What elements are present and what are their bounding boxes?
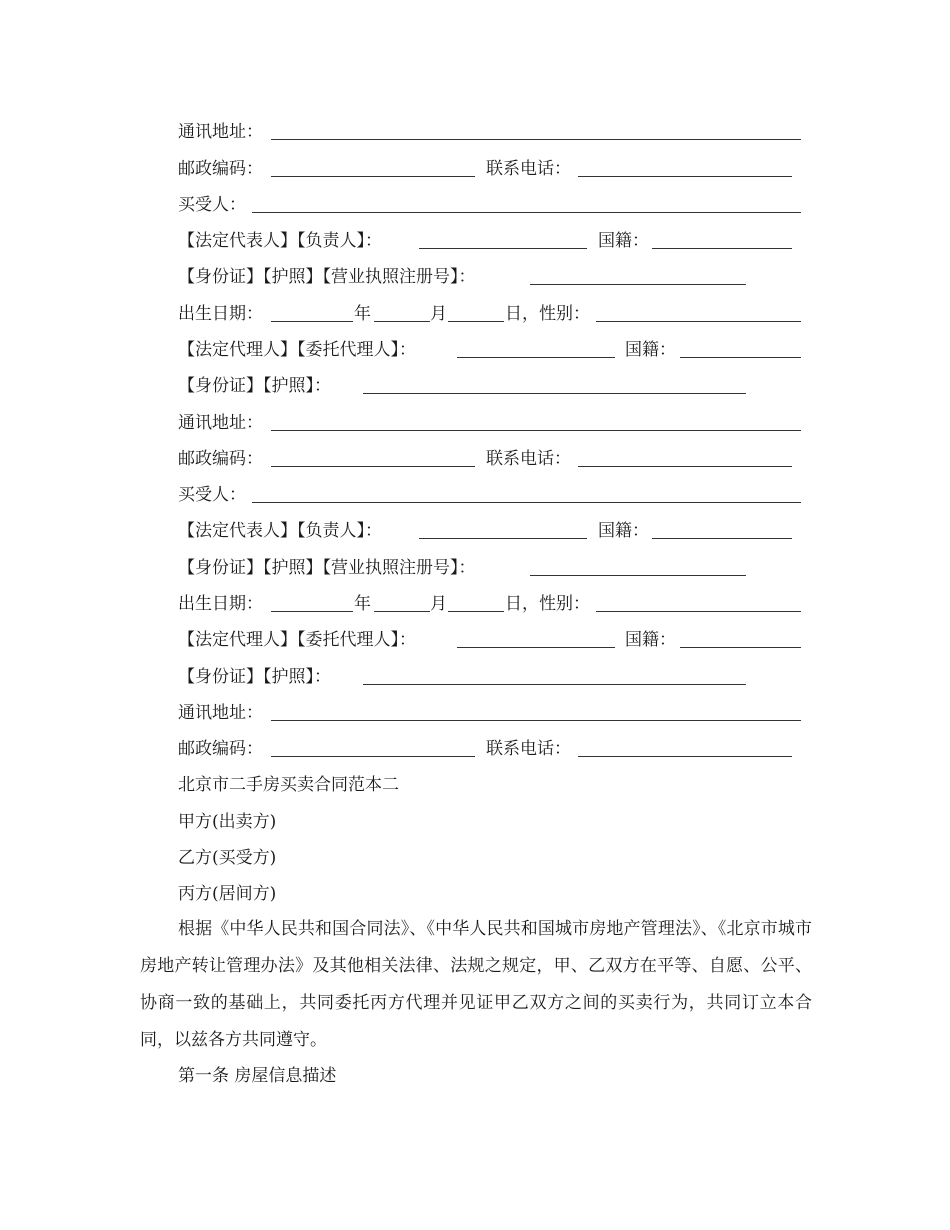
nationality-blank[interactable] bbox=[652, 248, 792, 249]
party-b: 乙方(买受方) bbox=[178, 848, 277, 868]
id-license-blank-2[interactable] bbox=[530, 575, 746, 576]
address-blank-2[interactable] bbox=[271, 430, 801, 431]
year-label-2: 年 bbox=[354, 594, 371, 614]
day-gender-label: 日，性别： bbox=[505, 304, 590, 324]
address-label: 通讯地址： bbox=[178, 122, 263, 142]
phone-label-3: 联系电话： bbox=[486, 739, 571, 759]
gender-blank[interactable] bbox=[596, 321, 801, 322]
postcode-label: 邮政编码： bbox=[178, 159, 263, 179]
legal-rep-blank[interactable] bbox=[419, 248, 587, 249]
agent-blank-2[interactable] bbox=[457, 647, 615, 648]
contract-title: 北京市二手房买卖合同范本二 bbox=[178, 775, 399, 795]
agent-nationality-label: 国籍： bbox=[625, 340, 676, 360]
birth-month-blank-2[interactable] bbox=[374, 611, 430, 612]
buyer-blank-2[interactable] bbox=[252, 502, 801, 503]
legal-rep-blank-2[interactable] bbox=[419, 538, 587, 539]
birth-label-2: 出生日期： bbox=[178, 594, 263, 614]
legal-rep-label: 【法定代表人】【负责人】： bbox=[178, 231, 382, 251]
id-license-label: 【身份证】【护照】【营业执照注册号】： bbox=[178, 267, 476, 287]
agent-nationality-label-2: 国籍： bbox=[625, 630, 676, 650]
gender-blank-2[interactable] bbox=[596, 611, 801, 612]
phone-blank[interactable] bbox=[578, 176, 792, 177]
id-passport-blank[interactable] bbox=[363, 393, 746, 394]
buyer-blank[interactable] bbox=[252, 212, 801, 213]
postcode-blank-2[interactable] bbox=[271, 466, 475, 467]
nationality-label: 国籍： bbox=[598, 231, 649, 251]
buyer-label-2: 买受人： bbox=[178, 485, 246, 505]
preamble-paragraph: 根据《中华人民共和国合同法》、《中华人民共和国城市房地产管理法》、《北京市城市房地产转让管理办法》及其他相关法律、法规之规定，甲、乙双方在平等、自愿、公平、协商一致的基础上，共同委托丙方代理并见证甲乙双方之间的买卖行为，共同订立本合同，以兹各方共同遵守。 bbox=[140, 919, 812, 1050]
agent-nationality-blank[interactable] bbox=[680, 357, 801, 358]
nationality-blank-2[interactable] bbox=[652, 538, 792, 539]
birth-label: 出生日期： bbox=[178, 304, 263, 324]
id-license-blank[interactable] bbox=[530, 284, 746, 285]
address-label-2: 通讯地址： bbox=[178, 413, 263, 433]
postcode-blank[interactable] bbox=[271, 176, 475, 177]
birth-month-blank[interactable] bbox=[374, 321, 430, 322]
id-passport-blank-2[interactable] bbox=[363, 684, 746, 685]
id-passport-label-2: 【身份证】【护照】： bbox=[178, 667, 331, 687]
article-1-heading: 第一条 房屋信息描述 bbox=[178, 1066, 337, 1086]
agent-label: 【法定代理人】【委托代理人】： bbox=[178, 340, 416, 360]
party-c: 丙方(居间方) bbox=[178, 884, 277, 904]
postcode-label-2: 邮政编码： bbox=[178, 449, 263, 469]
agent-nationality-blank-2[interactable] bbox=[680, 647, 801, 648]
agent-blank[interactable] bbox=[457, 357, 615, 358]
birth-year-blank[interactable] bbox=[271, 321, 353, 322]
postcode-blank-3[interactable] bbox=[271, 756, 475, 757]
day-gender-label-2: 日，性别： bbox=[505, 594, 590, 614]
nationality-label-2: 国籍： bbox=[598, 521, 649, 541]
month-label: 月 bbox=[430, 304, 447, 324]
phone-label-2: 联系电话： bbox=[486, 449, 571, 469]
legal-rep-label-2: 【法定代表人】【负责人】： bbox=[178, 521, 382, 541]
phone-blank-2[interactable] bbox=[578, 466, 792, 467]
party-a: 甲方(出卖方) bbox=[178, 812, 277, 832]
address-label-3: 通讯地址： bbox=[178, 703, 263, 723]
postcode-label-3: 邮政编码： bbox=[178, 739, 263, 759]
id-license-label-2: 【身份证】【护照】【营业执照注册号】： bbox=[178, 558, 476, 578]
birth-day-blank-2[interactable] bbox=[448, 611, 504, 612]
month-label-2: 月 bbox=[430, 594, 447, 614]
agent-label-2: 【法定代理人】【委托代理人】： bbox=[178, 630, 416, 650]
year-label: 年 bbox=[354, 304, 371, 324]
phone-blank-3[interactable] bbox=[578, 756, 792, 757]
id-passport-label: 【身份证】【护照】： bbox=[178, 376, 331, 396]
birth-year-blank-2[interactable] bbox=[271, 611, 353, 612]
phone-label: 联系电话： bbox=[486, 159, 571, 179]
birth-day-blank[interactable] bbox=[448, 321, 504, 322]
address-blank[interactable] bbox=[271, 139, 801, 140]
buyer-label: 买受人： bbox=[178, 195, 246, 215]
address-blank-3[interactable] bbox=[271, 720, 801, 721]
